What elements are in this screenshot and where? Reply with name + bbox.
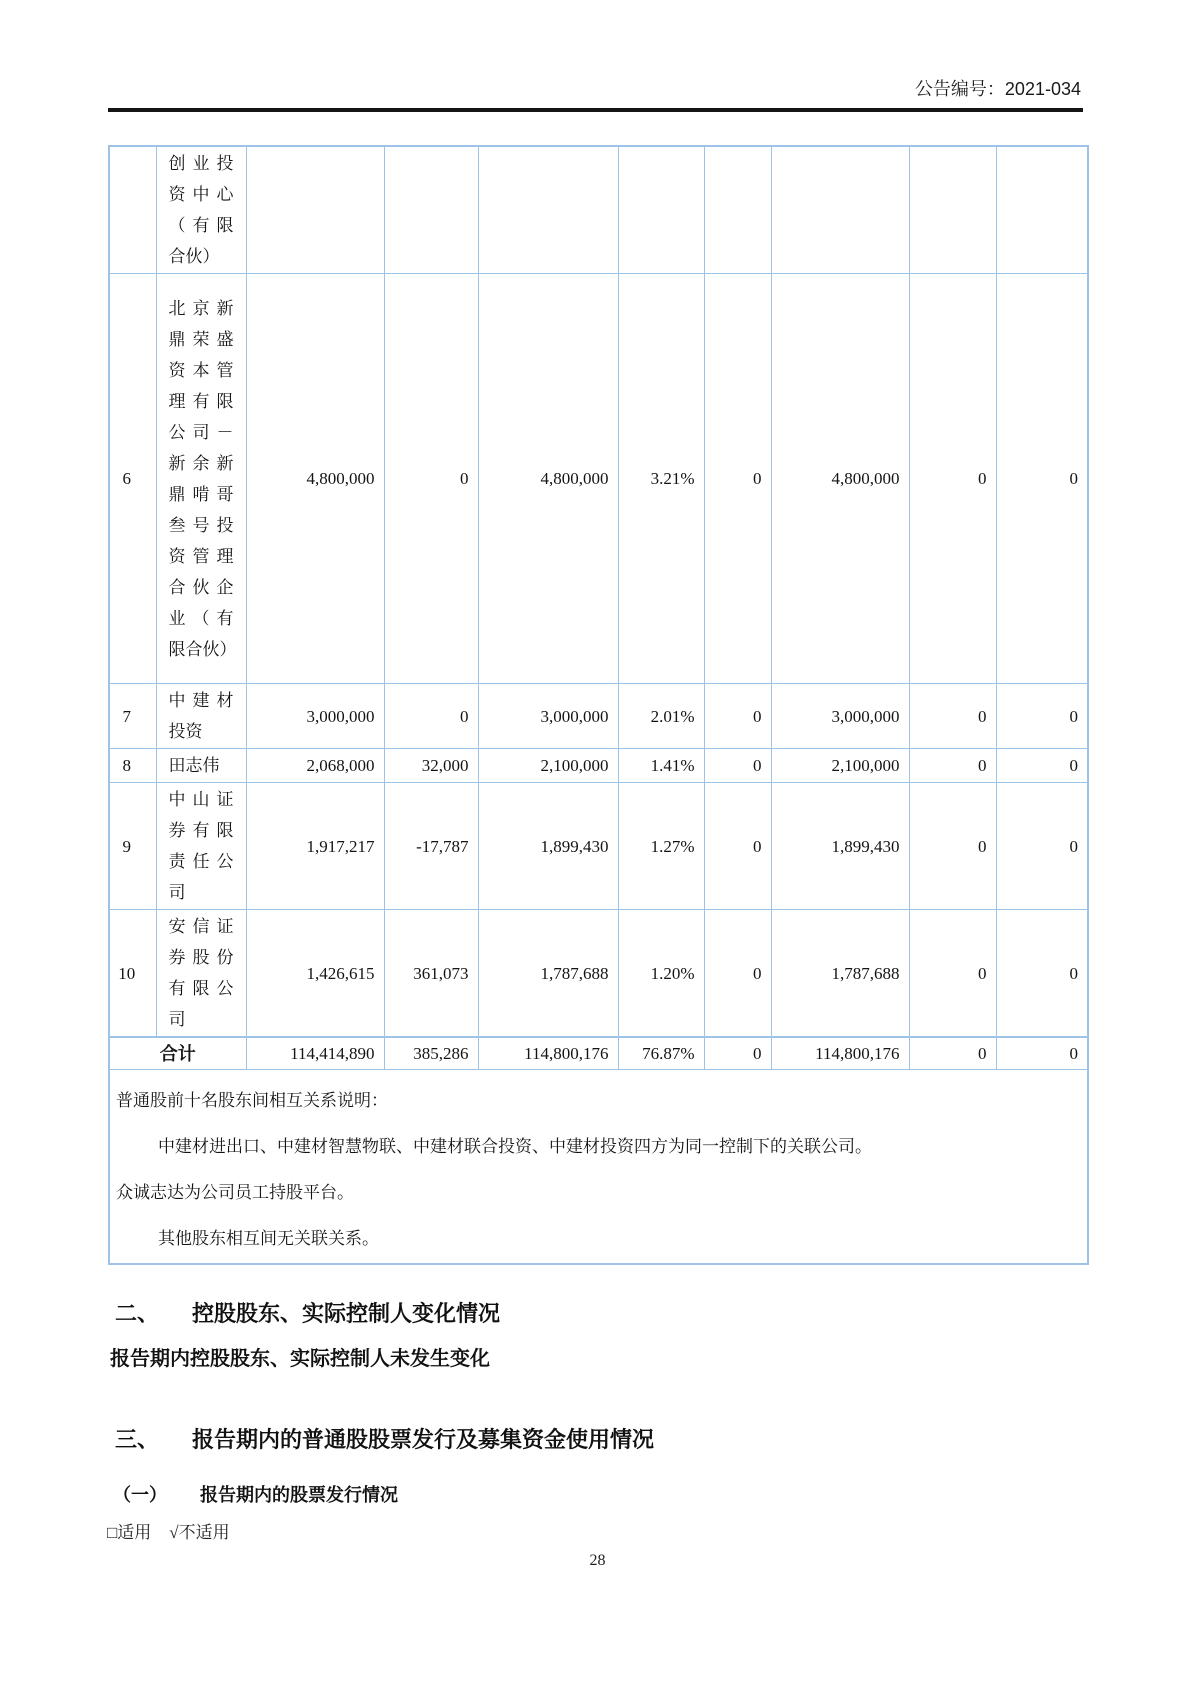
section-3-heading [115, 1426, 654, 1454]
total-value-cell: 0 [704, 1037, 771, 1070]
row-number-cell: 7 [109, 684, 156, 749]
value-cell: 4,800,000 [771, 274, 909, 684]
shareholder-name-cell: 安信证券股份有限公司 [156, 910, 246, 1038]
value-cell: 1,787,688 [771, 910, 909, 1038]
value-cell [384, 146, 478, 274]
shareholder-name-cell: 中山证券有限责任公司 [156, 783, 246, 910]
value-cell: 1,899,430 [478, 783, 618, 910]
value-cell: 1,899,430 [771, 783, 909, 910]
value-cell [996, 146, 1088, 274]
value-cell: 2,100,000 [478, 749, 618, 783]
value-cell [618, 146, 704, 274]
value-cell: 0 [704, 274, 771, 684]
value-cell: 4,800,000 [246, 274, 384, 684]
value-cell: 0 [996, 783, 1088, 910]
value-cell: 32,000 [384, 749, 478, 783]
total-value-cell: 114,414,890 [246, 1037, 384, 1070]
relationship-notes-cell [109, 1070, 1088, 1264]
value-cell: 0 [384, 274, 478, 684]
note-line: 其他股东相互间无关联关系。 [158, 1229, 379, 1248]
value-cell: 0 [704, 684, 771, 749]
value-cell: 0 [704, 910, 771, 1038]
shareholder-name-cell: 北京新鼎荣盛资本管理有限公司－新余新鼎啃哥叁号投资管理合伙企业（有限合伙） [156, 274, 246, 684]
value-cell [246, 146, 384, 274]
checkmark-icon: √ [169, 1523, 179, 1542]
shareholder-table [108, 145, 1089, 1265]
value-cell: 3,000,000 [771, 684, 909, 749]
announcement-number: 公告编号：2021-034 [914, 79, 1081, 99]
value-cell: 3,000,000 [246, 684, 384, 749]
section-3-1-title: 报告期内的股票发行情况 [200, 1485, 398, 1505]
value-cell [478, 146, 618, 274]
value-cell: 0 [909, 783, 996, 910]
value-cell: 1.27% [618, 783, 704, 910]
value-cell: 0 [909, 910, 996, 1038]
shareholder-name-cell: 创业投资中心（有限合伙） [156, 146, 246, 274]
total-value-cell: 114,800,176 [771, 1037, 909, 1070]
value-cell: 2,100,000 [771, 749, 909, 783]
value-cell [704, 146, 771, 274]
value-cell [909, 146, 996, 274]
value-cell: 4,800,000 [478, 274, 618, 684]
not-applicable-label: 不适用 [178, 1523, 230, 1542]
section-2-heading [115, 1300, 500, 1328]
total-value-cell: 0 [909, 1037, 996, 1070]
table-row [109, 684, 1088, 749]
header-divider [108, 108, 1083, 112]
shareholder-name-cell: 田志伟 [156, 749, 246, 783]
page-number: 28 [589, 1552, 606, 1569]
section-2-number: 二、 [115, 1301, 160, 1326]
table-row [109, 910, 1088, 1038]
value-cell: 0 [996, 910, 1088, 1038]
shareholder-table-container [108, 145, 1089, 1265]
notes-row [109, 1070, 1088, 1264]
value-cell: 1,426,615 [246, 910, 384, 1038]
value-cell: -17,787 [384, 783, 478, 910]
section-3-1-heading [113, 1482, 398, 1508]
note-line: 普通股前十名股东间相互关系说明： [116, 1091, 388, 1110]
table-row [109, 274, 1088, 684]
value-cell: 1.41% [618, 749, 704, 783]
section-2-title: 控股股东、实际控制人变化情况 [192, 1301, 501, 1326]
applicability-line [107, 1520, 230, 1546]
row-number-cell: 8 [109, 749, 156, 783]
applicable-label: 适用 [117, 1523, 152, 1542]
value-cell: 1,787,688 [478, 910, 618, 1038]
value-cell: 2,068,000 [246, 749, 384, 783]
value-cell: 0 [909, 274, 996, 684]
value-cell: 0 [996, 274, 1088, 684]
section-3-number: 三、 [115, 1427, 160, 1452]
row-number-cell: 10 [109, 910, 156, 1038]
total-value-cell: 385,286 [384, 1037, 478, 1070]
value-cell: 1,917,217 [246, 783, 384, 910]
value-cell: 3,000,000 [478, 684, 618, 749]
row-number-cell: 6 [109, 274, 156, 684]
section-2-body: 报告期内控股股东、实际控制人未发生变化 [110, 1348, 490, 1370]
total-value-cell: 76.87% [618, 1037, 704, 1070]
total-value-cell: 0 [996, 1037, 1088, 1070]
total-row [109, 1037, 1088, 1070]
value-cell [771, 146, 909, 274]
value-cell: 0 [704, 749, 771, 783]
table-row [109, 783, 1088, 910]
row-number-cell: 9 [109, 783, 156, 910]
shareholder-table-body [109, 146, 1088, 1037]
section-3-title: 报告期内的普通股股票发行及募集资金使用情况 [192, 1427, 655, 1452]
table-row [109, 146, 1088, 274]
value-cell: 0 [909, 749, 996, 783]
section-3-1-number: （一） [113, 1485, 167, 1505]
value-cell: 1.20% [618, 910, 704, 1038]
table-row [109, 749, 1088, 783]
value-cell: 0 [704, 783, 771, 910]
row-number-cell [109, 146, 156, 274]
value-cell: 0 [996, 749, 1088, 783]
note-line: 众诚志达为公司员工持股平台。 [116, 1183, 354, 1202]
value-cell: 361,073 [384, 910, 478, 1038]
note-line: 中建材进出口、中建材智慧物联、中建材联合投资、中建材投资四方为同一控制下的关联公司。 [158, 1137, 872, 1156]
value-cell: 0 [996, 684, 1088, 749]
value-cell: 0 [384, 684, 478, 749]
checkbox-unchecked-icon: □ [107, 1523, 118, 1542]
shareholder-name-cell: 中建材投资 [156, 684, 246, 749]
value-cell: 0 [909, 684, 996, 749]
total-label: 合计 [109, 1037, 246, 1070]
total-value-cell: 114,800,176 [478, 1037, 618, 1070]
value-cell: 2.01% [618, 684, 704, 749]
value-cell: 3.21% [618, 274, 704, 684]
